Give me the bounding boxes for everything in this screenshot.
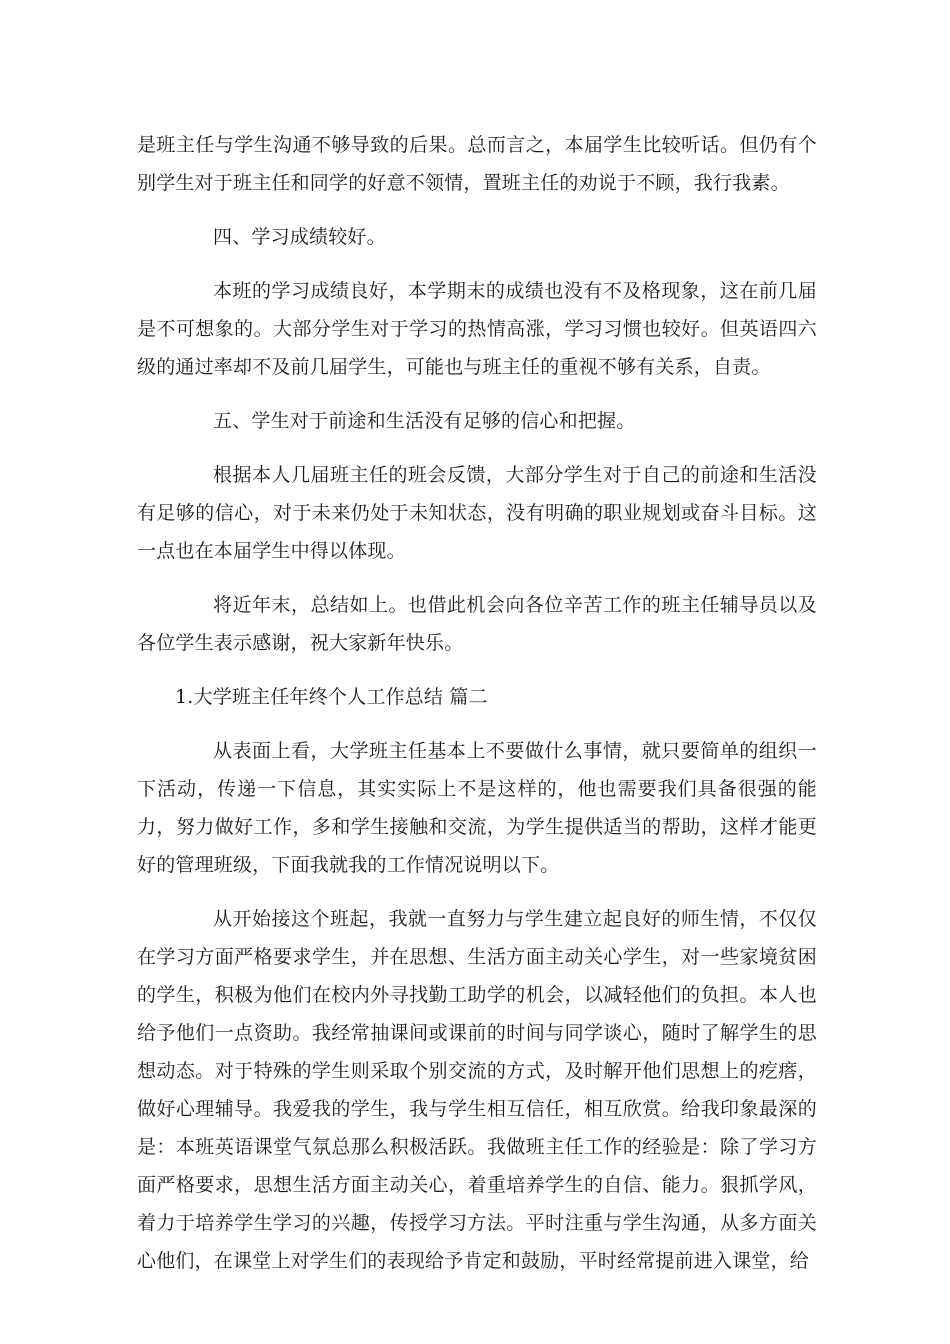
paragraph: 将近年末，总结如上。也借此机会向各位辛苦工作的班主任辅导员以及各位学生表示感谢，祝大家新年快乐。	[137, 594, 817, 654]
article-subheading: 1.大学班主任年终个人工作总结 篇二	[175, 686, 488, 708]
section-heading-five: 五、学生对于前途和生活没有足够的信心和把握。	[213, 410, 636, 432]
paragraph-continued: 是班主任与学生沟通不够导致的后果。总而言之，本届学生比较听话。但仍有个别学生对于班主任和同学的好意不领情，置班主任的劝说于不顾，我行我素。	[137, 134, 817, 194]
paragraph: 从开始接这个班起，我就一直努力与学生建立起良好的师生情，不仅仅在学习方面严格要求学生，并在思想、生活方面主动关心学生，对一些家境贫困的学生，积极为他们在校内外寻找勤工助学的机会，以减轻他们的负担。本人也给予他们一点资助。我经常抽课间或课前的时间与同学谈心，随时了解学生的思想动态。对于特殊的学生则采取个别交流的方式，及时解开他们思想上的疙瘩，做好心理辅导。我爱我的学生，我与学生相互信任，相互欣赏。给我印象最深的是：本班英语课堂气氛总那么积极活跃。我做班主任工作的经验是：除了学习方面严格要求，思想生活方面主动关心，着重培养学生的自信、能力。狠抓学风，着力于培养学生学习的兴趣，传授学习方法。平时注重与学生沟通，从多方面关心他们，在课堂上对学生们的表现给予肯定和鼓励，平时经常提前进入课堂，给	[137, 908, 817, 1272]
paragraph: 本班的学习成绩良好，本学期末的成绩也没有不及格现象，这在前几届是不可想象的。大部分学生对于学习的热情高涨，学习习惯也较好。但英语四六级的通过率却不及前几届学生，可能也与班主任的重视不够有关系，自责。	[137, 280, 817, 378]
document-body	[137, 126, 817, 1296]
section-heading-four: 四、学习成绩较好。	[213, 226, 386, 248]
paragraph: 根据本人几届班主任的班会反馈，大部分学生对于自己的前途和生活没有足够的信心，对于未来仍处于未知状态，没有明确的职业规划或奋斗目标。这一点也在本届学生中得以体现。	[137, 464, 817, 562]
paragraph: 从表面上看，大学班主任基本上不要做什么事情，就只要简单的组织一下活动，传递一下信息，其实实际上不是这样的，他也需要我们具备很强的能力，努力做好工作，多和学生接触和交流，为学生提供适当的帮助，这样才能更好的管理班级，下面我就我的工作情况说明以下。	[137, 740, 817, 876]
